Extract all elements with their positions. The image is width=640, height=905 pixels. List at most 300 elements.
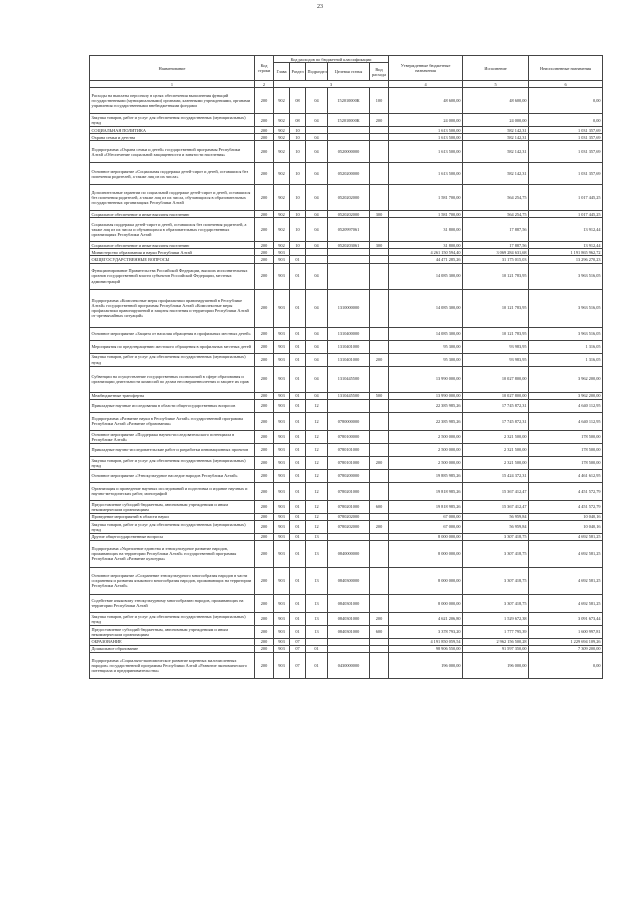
cell-target: 0780201000 (328, 482, 370, 500)
cell-razdel: 01 (290, 366, 306, 392)
cell-glava: 902 (274, 127, 290, 134)
cell-line-code: 200 (255, 500, 274, 513)
table-row (90, 625, 603, 638)
cell-line-code: 200 (255, 469, 274, 482)
cell-target: 1310445500 (328, 366, 370, 392)
cell-line-code: 200 (255, 218, 274, 242)
cell-target: 0520997061 (328, 218, 370, 242)
cell-unexecuted: 0,00 (529, 88, 603, 114)
cell-name: Подпрограмма «Социально-экономическое развитие коренных малочисленных народов» государственной программы Республики Алтай «Развитие экономического потенциала и предпринимательства» (90, 652, 255, 678)
table-row (90, 652, 603, 678)
cell-line-code: 200 (255, 127, 274, 134)
cell-glava: 903 (274, 567, 290, 594)
cell-vid: 300 (370, 211, 389, 218)
cell-name: Основное мероприятие «Сохранение этнокультурного многообразия народов в части сохранения и развития языкового многообразия народов, проживающих на территории Республики Алтай» (90, 567, 255, 594)
cell-approved: 13 990 000,00 (389, 366, 463, 392)
cell-target: 1310400000 (328, 327, 370, 340)
cell-name: Основное мероприятие «Поддержка научно-исследовательского потенциала в Республике Алтай» (90, 430, 255, 443)
cell-razdel: 07 (290, 652, 306, 678)
cell-executed: 10 027 800,00 (463, 366, 529, 392)
cell-razdel: 08 (290, 88, 306, 114)
cell-executed: 3 307 418,75 (463, 540, 529, 567)
cell-target (328, 263, 370, 289)
table-row (90, 289, 603, 327)
cell-podrazdel: 04 (306, 392, 328, 399)
cell-approved: 31 800,00 (389, 218, 463, 242)
cell-vid (370, 327, 389, 340)
cell-approved: 1 581 700,00 (389, 211, 463, 218)
cell-vid (370, 289, 389, 327)
cell-target: 0840301000 (328, 612, 370, 625)
cell-name: Предоставление субсидий бюджетным, автономным учреждениям и иным некоммерческим организациям (90, 500, 255, 513)
cell-vid (370, 249, 389, 256)
cell-name: Подпрограмма «Комплексные меры профилактики правонарушений в Республике Алтай» государственной программы Республики Алтай «Комплексные меры профилактики правонарушений и защиты населения и территории Республики Алтай от чрезвычайных ситуаций» (90, 289, 255, 327)
cell-podrazdel: 04 (306, 163, 328, 185)
cell-executed: 582 142,31 (463, 141, 529, 163)
cell-approved: 4 621 206,80 (389, 612, 463, 625)
cell-name: Министерство образования и науки Республики Алтай (90, 249, 255, 256)
cell-executed: 17 887,56 (463, 218, 529, 242)
cell-glava: 903 (274, 249, 290, 256)
table-row (90, 211, 603, 218)
cell-razdel: 01 (290, 513, 306, 520)
cell-target: 1310000000 (328, 289, 370, 327)
cell-executed: 2 321 500,00 (463, 443, 529, 456)
cell-executed: 56 959,84 (463, 513, 529, 520)
cell-vid (370, 366, 389, 392)
cell-podrazdel: 04 (306, 242, 328, 249)
cell-razdel: 10 (290, 185, 306, 211)
cell-vid: 200 (370, 456, 389, 469)
cell-name: Прикладные научные исследования в области общегосударственных вопросов (90, 399, 255, 412)
cell-name: Субвенции на осуществление государственных полномочий в сфере образования и организации деятельности комиссий по делам несовершеннолетних и защите их прав (90, 366, 255, 392)
cell-razdel: 01 (290, 625, 306, 638)
cell-podrazdel: 01 (306, 645, 328, 652)
cell-approved: 2 500 000,00 (389, 443, 463, 456)
cell-razdel: 07 (290, 638, 306, 645)
cell-glava: 903 (274, 645, 290, 652)
cell-podrazdel: 12 (306, 482, 328, 500)
header-razdel: Раздел (290, 63, 306, 81)
cell-razdel: 10 (290, 211, 306, 218)
cell-approved: 31 800,00 (389, 242, 463, 249)
cell-approved: 22 385 985,26 (389, 412, 463, 430)
header-target: Целевая статья (328, 63, 370, 81)
cell-executed: 2 321 500,00 (463, 456, 529, 469)
cell-vid (370, 638, 389, 645)
cell-podrazdel: 04 (306, 340, 328, 353)
cell-name: Подпрограмма «Развитие науки в Республике Алтай» государственной программы Республики Алтай «Развитие образования» (90, 412, 255, 430)
cell-name: СОЦИАЛЬНАЯ ПОЛИТИКА (90, 127, 255, 134)
cell-approved: 67 000,00 (389, 520, 463, 533)
cell-target: 0430000000 (328, 652, 370, 678)
table-row (90, 645, 603, 652)
cell-podrazdel: 12 (306, 513, 328, 520)
table-row (90, 134, 603, 141)
table-row (90, 353, 603, 366)
cell-line-code: 200 (255, 327, 274, 340)
cell-podrazdel: 04 (306, 366, 328, 392)
cell-line-code: 200 (255, 141, 274, 163)
cell-razdel: 01 (290, 392, 306, 399)
table-row (90, 163, 603, 185)
table-row (90, 114, 603, 127)
cell-vid: 600 (370, 500, 389, 513)
cell-glava: 903 (274, 443, 290, 456)
table-row (90, 540, 603, 567)
cell-glava: 903 (274, 612, 290, 625)
cell-podrazdel: 04 (306, 185, 328, 211)
cell-target: 1310445500 (328, 392, 370, 399)
cell-target (328, 134, 370, 141)
cell-approved: 95 300,00 (389, 353, 463, 366)
cell-executed: 24 000,00 (463, 114, 529, 127)
cell-podrazdel: 04 (306, 353, 328, 366)
cell-approved: 22 385 985,26 (389, 399, 463, 412)
cell-approved: 95 300,00 (389, 340, 463, 353)
cell-target (328, 256, 370, 263)
cell-target: 0520202000 (328, 185, 370, 211)
cell-line-code: 200 (255, 134, 274, 141)
cell-executed: 582 142,31 (463, 134, 529, 141)
cell-podrazdel: 13 (306, 594, 328, 612)
cell-unexecuted: 4 640 112,95 (529, 399, 603, 412)
cell-executed: 3 307 418,75 (463, 594, 529, 612)
cell-razdel: 01 (290, 443, 306, 456)
cell-glava: 902 (274, 114, 290, 127)
cell-unexecuted: 1 031 357,69 (529, 127, 603, 134)
cell-name: Мероприятия по предотвращению жестокого обращения в профильных местных детей (90, 340, 255, 353)
cell-vid (370, 256, 389, 263)
cell-vid (370, 645, 389, 652)
cell-razdel: 08 (290, 114, 306, 127)
cell-approved: 19 818 985,26 (389, 482, 463, 500)
cell-razdel: 01 (290, 353, 306, 366)
cell-executed: 3 307 418,75 (463, 567, 529, 594)
cell-unexecuted: 1 316,05 (529, 340, 603, 353)
cell-razdel: 01 (290, 469, 306, 482)
cell-unexecuted: 1 229 694 109,26 (529, 638, 603, 645)
cell-razdel: 01 (290, 256, 306, 263)
cell-executed: 1 777 795,39 (463, 625, 529, 638)
cell-glava: 902 (274, 88, 290, 114)
cell-approved: 1 613 500,00 (389, 163, 463, 185)
column-index: 5 (463, 81, 529, 88)
cell-line-code: 200 (255, 612, 274, 625)
cell-podrazdel: 12 (306, 412, 328, 430)
cell-podrazdel: 12 (306, 399, 328, 412)
column-index: 6 (529, 81, 603, 88)
cell-line-code: 200 (255, 443, 274, 456)
cell-target: 0780000000 (328, 412, 370, 430)
cell-target: 0520000000 (328, 141, 370, 163)
cell-name: ОБРАЗОВАНИЕ (90, 638, 255, 645)
cell-vid (370, 533, 389, 540)
cell-razdel: 01 (290, 430, 306, 443)
cell-razdel: 01 (290, 456, 306, 469)
cell-podrazdel: 12 (306, 443, 328, 456)
cell-name: Закупка товаров, работ и услуг для обеспечения государственных (муниципальных) нужд (90, 456, 255, 469)
cell-line-code: 200 (255, 263, 274, 289)
cell-executed: 10 121 783,95 (463, 263, 529, 289)
cell-unexecuted: 3 963 516,05 (529, 263, 603, 289)
cell-executed: 582 142,31 (463, 127, 529, 134)
table-row (90, 412, 603, 430)
cell-glava: 903 (274, 289, 290, 327)
cell-podrazdel: 13 (306, 533, 328, 540)
header-line-code: Код строки (255, 56, 274, 81)
budget-execution-table (89, 55, 603, 679)
cell-approved: 1 613 500,00 (389, 134, 463, 141)
cell-approved: 8 000 000,00 (389, 533, 463, 540)
cell-line-code: 200 (255, 638, 274, 645)
cell-executed: 10 121 783,95 (463, 327, 529, 340)
cell-unexecuted: 13 912,44 (529, 242, 603, 249)
cell-razdel: 10 (290, 242, 306, 249)
cell-vid (370, 443, 389, 456)
cell-line-code: 200 (255, 533, 274, 540)
cell-executed: 17 887,56 (463, 242, 529, 249)
cell-glava: 903 (274, 263, 290, 289)
cell-line-code: 200 (255, 163, 274, 185)
cell-glava: 903 (274, 638, 290, 645)
cell-glava: 903 (274, 430, 290, 443)
cell-razdel: 01 (290, 482, 306, 500)
cell-target: 152010000К (328, 114, 370, 127)
cell-podrazdel: 12 (306, 520, 328, 533)
table-row (90, 88, 603, 114)
cell-line-code: 200 (255, 392, 274, 399)
cell-approved: 48 600,00 (389, 88, 463, 114)
cell-executed: 564 254,75 (463, 211, 529, 218)
header-approved: Утвержденные бюджетные назначения (389, 56, 463, 81)
cell-glava: 903 (274, 500, 290, 513)
cell-podrazdel: 13 (306, 625, 328, 638)
cell-approved: 8 000 000,00 (389, 540, 463, 567)
cell-glava: 902 (274, 185, 290, 211)
cell-target: 1310401000 (328, 340, 370, 353)
cell-target (328, 645, 370, 652)
cell-name: Прикладные научно-исследовательские работ и разработки инновационных проектов (90, 443, 255, 456)
cell-line-code: 200 (255, 399, 274, 412)
cell-razdel: 01 (290, 533, 306, 540)
cell-executed: 93 983,95 (463, 340, 529, 353)
cell-razdel: 01 (290, 500, 306, 513)
cell-line-code: 200 (255, 412, 274, 430)
cell-target: 0780200000 (328, 469, 370, 482)
table-row (90, 366, 603, 392)
cell-name: Социальное обеспечение и иные выплаты населению (90, 211, 255, 218)
table-row (90, 399, 603, 412)
cell-vid (370, 263, 389, 289)
cell-unexecuted: 4 451 572,79 (529, 500, 603, 513)
cell-vid: 200 (370, 612, 389, 625)
cell-target: 0840301000 (328, 594, 370, 612)
cell-name: Подпрограмма «Охрана семьи и детей» государственной программы Республики Алтай «Обеспечение социальной защищенности и занятости населения» (90, 141, 255, 163)
cell-podrazdel: 12 (306, 456, 328, 469)
cell-executed: 15 424 372,31 (463, 469, 529, 482)
header-unexecuted: Неисполненные назначения (529, 56, 603, 81)
cell-vid (370, 141, 389, 163)
cell-line-code: 200 (255, 567, 274, 594)
cell-line-code: 200 (255, 88, 274, 114)
cell-razdel: 01 (290, 612, 306, 625)
cell-razdel (290, 249, 306, 256)
cell-target: 0780202000 (328, 513, 370, 520)
cell-target (328, 638, 370, 645)
cell-vid (370, 482, 389, 500)
cell-target (328, 249, 370, 256)
table-row (90, 141, 603, 163)
cell-name: Дополнительные гарантии по социальной поддержке детей-сирот и детей, оставшихся без попечения родителей, а также лиц из их числа, обучающихся в образовательных государственных организациях Республики Алтай (90, 185, 255, 211)
cell-target: 0840000000 (328, 540, 370, 567)
cell-glava: 903 (274, 366, 290, 392)
cell-unexecuted: 178 500,00 (529, 456, 603, 469)
cell-approved: 8 000 000,00 (389, 594, 463, 612)
cell-unexecuted: 1 031 357,69 (529, 141, 603, 163)
cell-name: Функционирование Правительства Российской Федерации, высших исполнительных органов государственной власти субъектов Российской Федерации, местных администраций (90, 263, 255, 289)
cell-approved: 14 085 300,00 (389, 327, 463, 340)
cell-line-code: 200 (255, 256, 274, 263)
cell-executed: 56 959,84 (463, 520, 529, 533)
column-index: 4 (389, 81, 463, 88)
cell-name: Охрана семьи и детства (90, 134, 255, 141)
cell-target (328, 127, 370, 134)
cell-unexecuted: 3 091 673,44 (529, 612, 603, 625)
cell-glava: 903 (274, 392, 290, 399)
cell-name: Межбюджетные трансферты (90, 392, 255, 399)
cell-executed: 2 321 500,00 (463, 430, 529, 443)
cell-podrazdel: 04 (306, 327, 328, 340)
table-row (90, 185, 603, 211)
cell-unexecuted: 10 040,16 (529, 520, 603, 533)
cell-podrazdel: 04 (306, 88, 328, 114)
cell-approved: 196 000,00 (389, 652, 463, 678)
cell-razdel: 01 (290, 327, 306, 340)
table-row (90, 127, 603, 134)
cell-unexecuted: 4 461 612,95 (529, 469, 603, 482)
table-row (90, 594, 603, 612)
cell-podrazdel: 04 (306, 263, 328, 289)
cell-razdel: 01 (290, 520, 306, 533)
cell-target: 0520203061 (328, 242, 370, 249)
cell-glava: 903 (274, 327, 290, 340)
cell-podrazdel: 01 (306, 652, 328, 678)
cell-glava: 903 (274, 625, 290, 638)
cell-executed: 93 983,95 (463, 353, 529, 366)
cell-vid: 500 (370, 392, 389, 399)
cell-podrazdel: 04 (306, 218, 328, 242)
cell-unexecuted: 13 296 270,23 (529, 256, 603, 263)
cell-podrazdel: 13 (306, 567, 328, 594)
cell-line-code: 200 (255, 211, 274, 218)
cell-razdel: 01 (290, 340, 306, 353)
cell-name: Закупка товаров, работ и услуг для обеспечения государственных (муниципальных) нужд (90, 520, 255, 533)
cell-executed: 564 254,75 (463, 185, 529, 211)
cell-name: Предоставление субсидий бюджетным, автономным учреждениям и иным некоммерческим организациям (90, 625, 255, 638)
cell-name: Содействие языковому этнокультурному многообразию народов, проживающих на территории Республики Алтай (90, 594, 255, 612)
cell-glava: 902 (274, 211, 290, 218)
cell-name: Основное мероприятие «Социальная поддержка детей-сирот и детей, оставшихся без попечения родителей, а также лиц из их числа» (90, 163, 255, 185)
cell-vid (370, 412, 389, 430)
cell-glava: 903 (274, 340, 290, 353)
table-row (90, 456, 603, 469)
cell-glava: 903 (274, 256, 290, 263)
table-row (90, 469, 603, 482)
cell-unexecuted: 1 017 445,25 (529, 185, 603, 211)
cell-unexecuted: 1 031 357,69 (529, 163, 603, 185)
cell-executed: 196 000,00 (463, 652, 529, 678)
cell-podrazdel: 12 (306, 500, 328, 513)
cell-unexecuted: 1 316,05 (529, 353, 603, 366)
cell-unexecuted: 3 962 200,00 (529, 392, 603, 399)
cell-unexecuted: 0,00 (529, 114, 603, 127)
cell-vid (370, 127, 389, 134)
cell-approved: 4 261 150 594,40 (389, 249, 463, 256)
cell-razdel: 10 (290, 218, 306, 242)
table-row (90, 242, 603, 249)
cell-vid: 200 (370, 353, 389, 366)
cell-glava: 903 (274, 540, 290, 567)
header-glava: Глава (274, 63, 290, 81)
cell-line-code: 200 (255, 353, 274, 366)
cell-name: Расходы на выплаты персоналу в целях обеспечения выполнения функций государственными (муниципальными) органами, казенными учреждениями, органами управления государственными внебюджетными фондами (90, 88, 255, 114)
cell-name: Социальная поддержка детей-сирот и детей, оставшихся без попечения родителей, а также лиц из их числа и обучающихся в образовательных государственных организациях Республики Алтай (90, 218, 255, 242)
cell-podrazdel: 13 (306, 612, 328, 625)
cell-vid (370, 163, 389, 185)
table-row (90, 533, 603, 540)
cell-name: Основное мероприятие «Этнокультурное наследие народов Республики Алтай» (90, 469, 255, 482)
cell-executed: 31 175 015,03 (463, 256, 529, 263)
cell-vid (370, 134, 389, 141)
cell-podrazdel: 04 (306, 211, 328, 218)
cell-approved: 2 500 000,00 (389, 456, 463, 469)
table-row (90, 430, 603, 443)
table-row (90, 500, 603, 513)
cell-vid (370, 652, 389, 678)
cell-approved: 2 500 000,00 (389, 430, 463, 443)
cell-executed: 15 367 412,47 (463, 482, 529, 500)
cell-line-code: 200 (255, 594, 274, 612)
cell-vid: 600 (370, 625, 389, 638)
cell-line-code: 200 (255, 185, 274, 211)
cell-razdel: 10 (290, 134, 306, 141)
column-index-row (90, 81, 603, 88)
cell-executed: 582 142,31 (463, 163, 529, 185)
cell-podrazdel: 12 (306, 469, 328, 482)
cell-approved: 8 000 000,00 (389, 567, 463, 594)
cell-vid: 200 (370, 114, 389, 127)
cell-glava: 902 (274, 141, 290, 163)
cell-podrazdel: 12 (306, 430, 328, 443)
cell-line-code: 200 (255, 625, 274, 638)
cell-podrazdel (306, 638, 328, 645)
column-index: 3 (274, 81, 389, 88)
cell-unexecuted: 1 600 997,81 (529, 625, 603, 638)
header-podrazdel: Подраздел (306, 63, 328, 81)
cell-executed: 15 367 412,47 (463, 500, 529, 513)
cell-unexecuted: 178 500,00 (529, 430, 603, 443)
cell-approved: 19 885 985,26 (389, 469, 463, 482)
cell-line-code: 200 (255, 430, 274, 443)
cell-vid (370, 185, 389, 211)
cell-unexecuted: 13 912,44 (529, 218, 603, 242)
cell-razdel: 01 (290, 412, 306, 430)
cell-target: 0780101000 (328, 443, 370, 456)
cell-line-code: 200 (255, 482, 274, 500)
cell-unexecuted: 7 309 200,00 (529, 645, 603, 652)
cell-glava: 903 (274, 456, 290, 469)
